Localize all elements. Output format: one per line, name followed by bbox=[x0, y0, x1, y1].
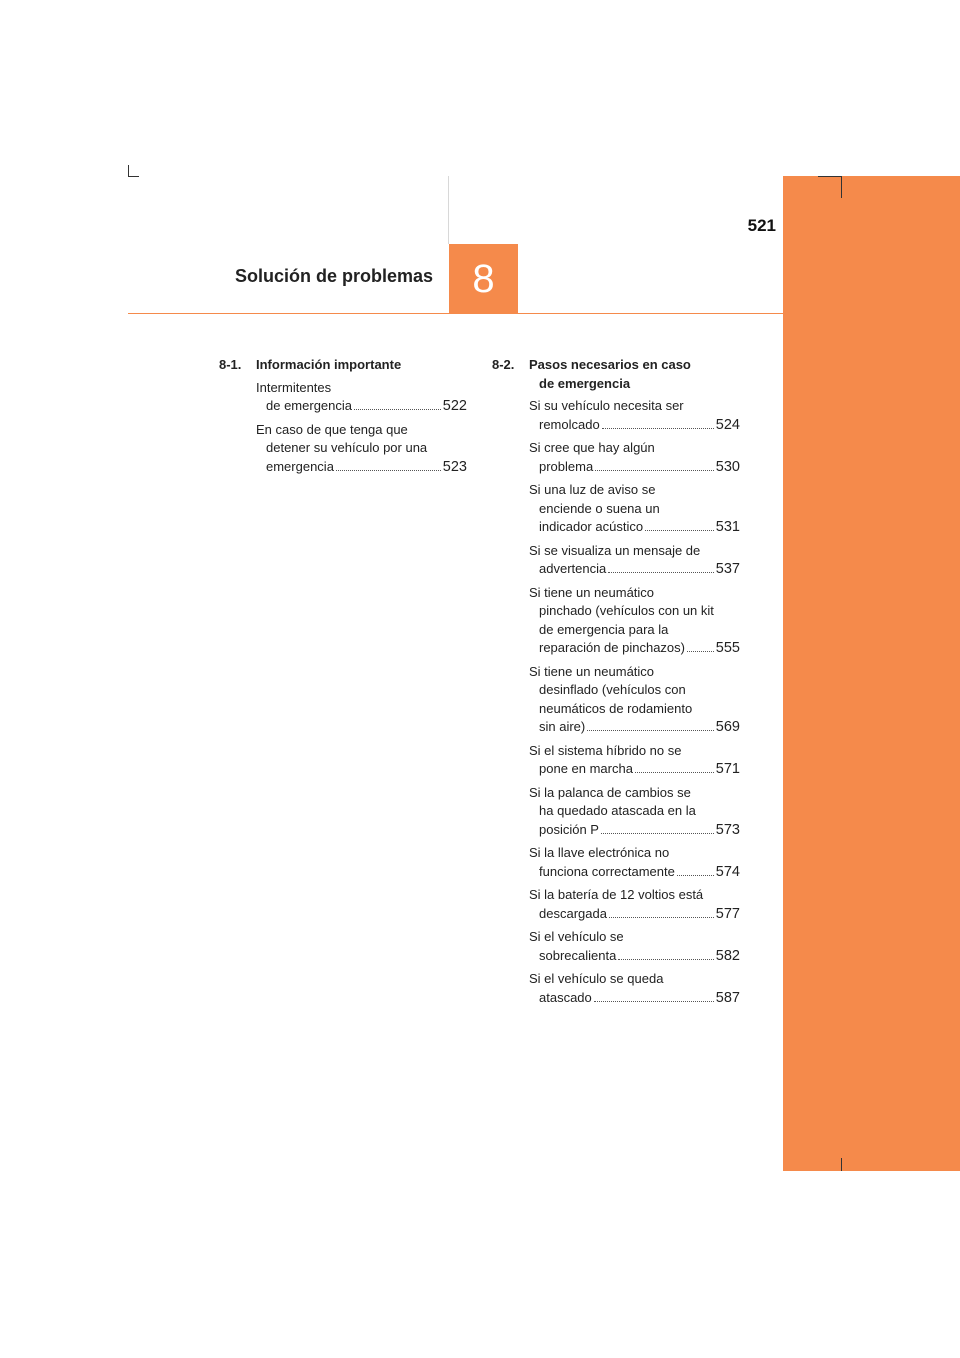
toc-entry-last-line bbox=[529, 905, 740, 924]
section-number: 8-1. bbox=[219, 357, 242, 372]
toc-entry-text: detener su vehículo por una bbox=[266, 440, 428, 455]
toc-entry-line bbox=[256, 421, 467, 440]
dot-leader bbox=[354, 409, 441, 410]
toc-entry-text: advertencia bbox=[539, 561, 607, 576]
toc-entry[interactable] bbox=[529, 481, 740, 537]
toc-entry-last-line bbox=[529, 416, 740, 435]
toc-section-8-2 bbox=[492, 356, 740, 1012]
toc-entry-line bbox=[529, 844, 740, 863]
toc-entry-line bbox=[529, 542, 740, 561]
section-title bbox=[256, 356, 467, 375]
toc-entry[interactable] bbox=[529, 397, 740, 434]
toc-entry-last-line bbox=[529, 458, 740, 477]
toc-entry[interactable] bbox=[529, 970, 740, 1007]
dot-leader bbox=[677, 875, 714, 876]
toc-entry-text: Si el vehículo se queda bbox=[529, 971, 664, 986]
toc-entry[interactable] bbox=[529, 928, 740, 965]
toc-page-number: 571 bbox=[715, 761, 740, 777]
toc-entry-text: emergencia bbox=[266, 458, 334, 474]
toc-entry-text: Si su vehículo necesita ser bbox=[529, 398, 684, 413]
toc-page-number: 531 bbox=[715, 519, 740, 535]
toc-entry[interactable] bbox=[529, 742, 740, 779]
toc-entry-line bbox=[529, 584, 740, 603]
toc-entry-text: En caso de que tenga que bbox=[256, 421, 408, 437]
toc-entry-text: atascado bbox=[539, 989, 592, 1005]
toc-entry-last-line bbox=[529, 760, 740, 779]
toc-entry-last-line bbox=[529, 947, 740, 966]
toc-entry-text: remolcado bbox=[539, 416, 600, 432]
toc-entry-text: Si el sistema híbrido no se bbox=[529, 742, 682, 758]
toc-entry-text: Si tiene un neumático bbox=[529, 663, 655, 679]
toc-entry[interactable] bbox=[529, 439, 740, 476]
toc-entry-last-line bbox=[256, 458, 467, 477]
toc-entry-last-line bbox=[529, 639, 740, 658]
toc-entry[interactable] bbox=[529, 663, 740, 737]
toc-entry-last-line bbox=[529, 718, 740, 737]
toc-entry-text: enciende o suena un bbox=[539, 500, 660, 516]
toc-entry-text: descargada bbox=[539, 905, 607, 921]
toc-entry-text: Si cree que hay algún bbox=[529, 440, 655, 455]
toc-entry-last-line bbox=[529, 518, 740, 537]
toc-entry-text: de emergencia bbox=[266, 398, 352, 413]
toc-entry-text: posición P bbox=[539, 821, 599, 837]
toc-entry[interactable] bbox=[529, 886, 740, 923]
toc-entry-text: desinflado (vehículos con bbox=[539, 682, 686, 697]
section-number: 8-2. bbox=[492, 357, 515, 372]
header-divider bbox=[448, 176, 449, 244]
toc-entry-line bbox=[529, 397, 740, 416]
toc-entry-line bbox=[529, 500, 740, 519]
toc-page-number: 574 bbox=[715, 863, 740, 880]
crop-mark-top-left bbox=[128, 165, 129, 176]
toc-entry-text: reparación de pinchazos) bbox=[539, 640, 685, 655]
toc-entry[interactable] bbox=[529, 844, 740, 881]
toc-entry-last-line bbox=[529, 560, 740, 579]
toc-page-number: 573 bbox=[715, 821, 740, 838]
toc-entry-text: Si una luz de aviso se bbox=[529, 482, 656, 497]
toc-entry-text: pone en marcha bbox=[539, 761, 633, 776]
toc-page-number: 530 bbox=[715, 458, 740, 475]
toc-entry-line bbox=[256, 439, 467, 458]
toc-entry-text: sin aire) bbox=[539, 719, 586, 734]
toc-entry-line bbox=[529, 700, 740, 719]
chapter-side-tab bbox=[783, 176, 960, 1171]
crop-mark-top-right-h bbox=[818, 176, 841, 177]
toc-entry-line bbox=[529, 928, 740, 947]
toc-entry-line bbox=[529, 681, 740, 700]
toc-page-number: 522 bbox=[442, 398, 467, 414]
dot-leader bbox=[645, 530, 714, 531]
toc-entry-line bbox=[529, 784, 740, 803]
crop-mark-top-right bbox=[841, 176, 842, 198]
section-title-line: de emergencia bbox=[539, 375, 631, 391]
toc-entry-last-line bbox=[529, 821, 740, 840]
toc-entry-line bbox=[529, 886, 740, 905]
toc-entry[interactable] bbox=[256, 379, 467, 416]
crop-mark-top-left-h bbox=[128, 176, 139, 177]
toc-entry-text: Si el vehículo se bbox=[529, 929, 624, 944]
section-title-line: Información importante bbox=[256, 357, 402, 372]
chapter-number-badge: 8 bbox=[449, 244, 518, 314]
toc-entry-line bbox=[529, 663, 740, 682]
toc-entry-text: neumáticos de rodamiento bbox=[539, 700, 693, 716]
header-rule bbox=[128, 313, 783, 314]
dot-leader bbox=[602, 428, 714, 429]
chapter-title: Solución de problemas bbox=[234, 266, 433, 286]
toc-entry-text: pinchado (vehículos con un kit bbox=[539, 603, 714, 618]
toc-entry-text: Si la batería de 12 voltios está bbox=[529, 887, 704, 902]
dot-leader bbox=[336, 470, 441, 471]
toc-entry-last-line bbox=[256, 397, 467, 416]
dot-leader bbox=[635, 772, 714, 773]
page-number: 521 bbox=[747, 216, 776, 235]
toc-entry-line bbox=[529, 742, 740, 761]
toc-entry-text: de emergencia para la bbox=[539, 621, 669, 637]
dot-leader bbox=[594, 1001, 714, 1002]
toc-entry-text: funciona correctamente bbox=[539, 863, 675, 879]
toc-entry-text: Si se visualiza un mensaje de bbox=[529, 542, 701, 558]
toc-entry[interactable] bbox=[529, 542, 740, 579]
toc-entry-line bbox=[529, 439, 740, 458]
dot-leader bbox=[587, 730, 714, 731]
dot-leader bbox=[601, 833, 714, 834]
toc-page-number: 537 bbox=[715, 561, 740, 577]
dot-leader bbox=[608, 572, 714, 573]
toc-entry-line bbox=[529, 970, 740, 989]
section-title bbox=[529, 356, 740, 393]
toc-entry[interactable] bbox=[529, 584, 740, 658]
toc-section-8-1 bbox=[219, 356, 467, 481]
toc-entry-text: ha quedado atascada en la bbox=[539, 803, 696, 818]
toc-entry-text: Intermitentes bbox=[256, 379, 332, 395]
toc-entry-text: sobrecalienta bbox=[539, 947, 617, 963]
crop-mark-bottom-right bbox=[841, 1158, 842, 1171]
toc-entry[interactable] bbox=[529, 784, 740, 840]
toc-entry-last-line bbox=[529, 989, 740, 1008]
toc-entry[interactable] bbox=[256, 421, 467, 477]
dot-leader bbox=[595, 470, 714, 471]
dot-leader bbox=[609, 917, 714, 918]
toc-page-number: 523 bbox=[442, 458, 467, 475]
toc-entry-line bbox=[529, 621, 740, 640]
toc-page-number: 569 bbox=[715, 719, 740, 735]
toc-entry-text: indicador acústico bbox=[539, 519, 644, 534]
section-heading bbox=[492, 356, 740, 393]
toc-entry-text: problema bbox=[539, 458, 594, 474]
dot-leader bbox=[618, 959, 713, 960]
toc-entry-line bbox=[529, 602, 740, 621]
toc-entry-text: Si tiene un neumático bbox=[529, 584, 655, 600]
toc-entry-last-line bbox=[529, 863, 740, 882]
section-heading bbox=[219, 356, 467, 375]
toc-page-number: 582 bbox=[715, 947, 740, 964]
toc-page-number: 524 bbox=[715, 416, 740, 433]
toc-page-number: 577 bbox=[715, 905, 740, 922]
toc-page-number: 555 bbox=[715, 640, 740, 656]
toc-entry-text: Si la llave electrónica no bbox=[529, 845, 670, 860]
toc-page-number: 587 bbox=[715, 989, 740, 1006]
toc-entry-line bbox=[529, 802, 740, 821]
toc-entry-text: Si la palanca de cambios se bbox=[529, 784, 691, 800]
toc-entry-line bbox=[529, 481, 740, 500]
section-title-line: Pasos necesarios en caso bbox=[529, 357, 691, 372]
toc-entry-line bbox=[256, 379, 467, 398]
dot-leader bbox=[687, 651, 714, 652]
